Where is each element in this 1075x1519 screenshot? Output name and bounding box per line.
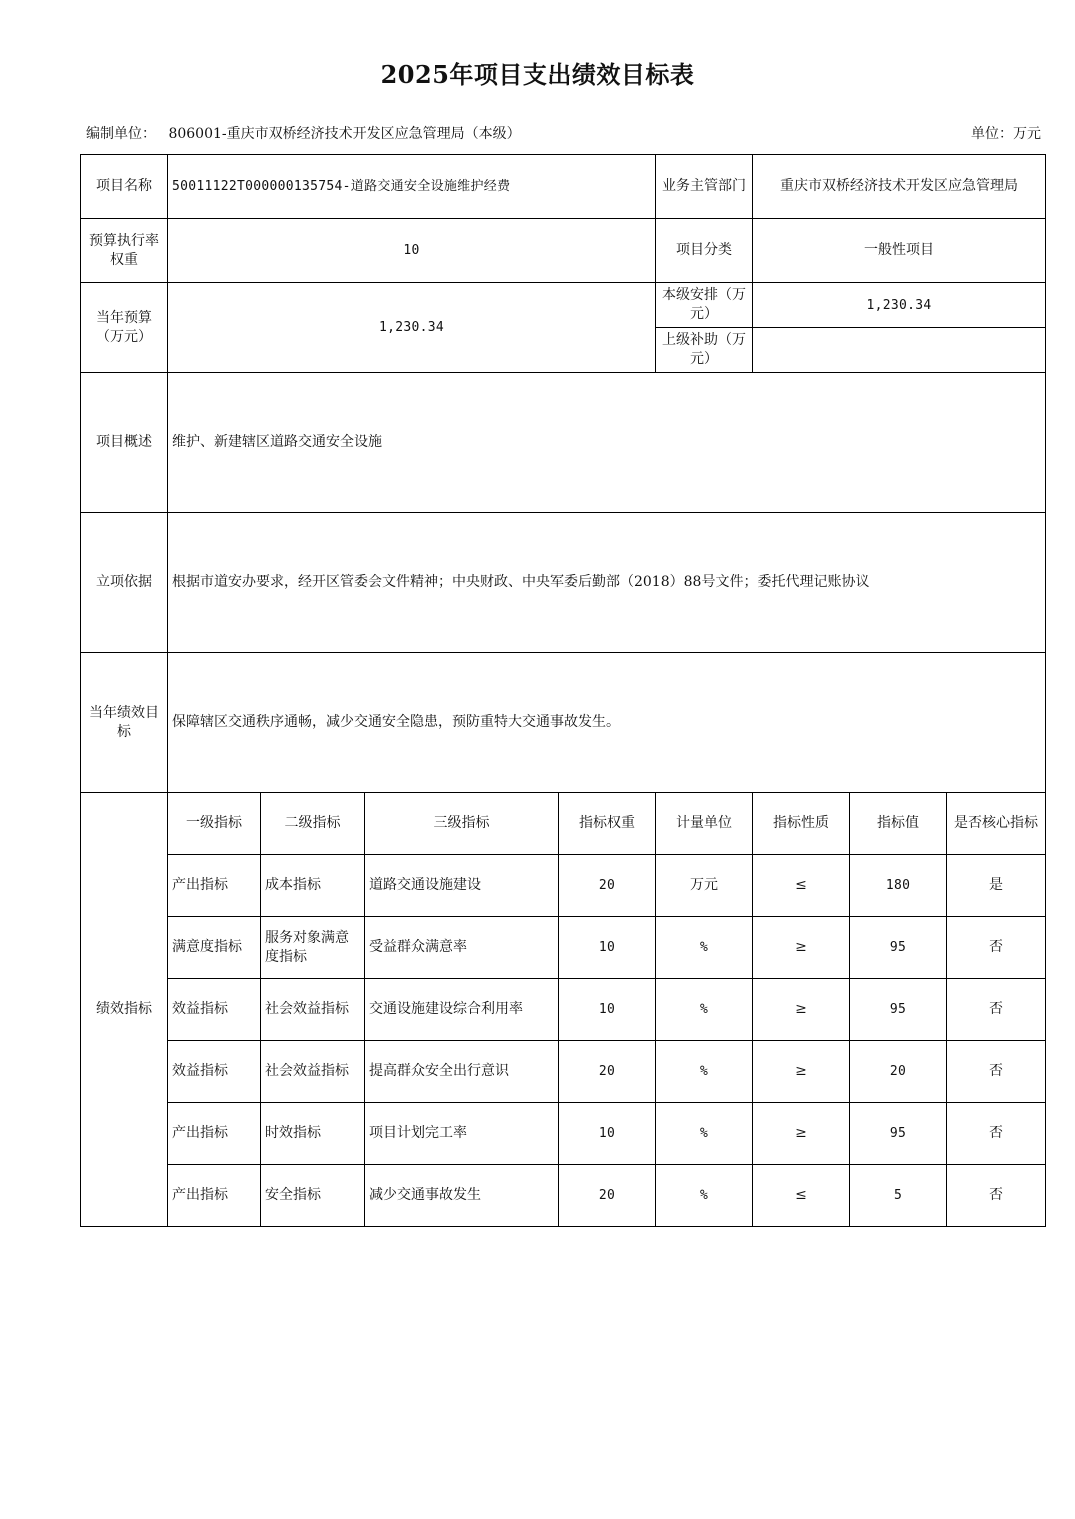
indicator-header: 三级指标 [365,793,559,855]
table-row [81,979,1046,1041]
performance-target-table [80,154,1046,1227]
is-core-indicator: 否 [947,1041,1046,1103]
level1-indicator: 产出指标 [168,855,261,917]
indicator-weight: 10 [559,1103,656,1165]
table-row [81,1165,1046,1227]
indicator-header: 指标权重 [559,793,656,855]
indicator-weight: 10 [559,979,656,1041]
indicator-value: 180 [850,855,947,917]
project-name-label: 项目名称 [81,155,168,219]
indicator-nature: ≤ [753,1165,850,1227]
annual-goal-label: 当年绩效目标 [81,653,168,793]
basis-label: 立项依据 [81,513,168,653]
indicator-header: 是否核心指标 [947,793,1046,855]
compiling-unit-label: 编制单位： [86,126,156,142]
compiling-unit [86,123,521,143]
indicator-nature: ≥ [753,1103,850,1165]
indicator-value: 20 [850,1041,947,1103]
level2-indicator: 社会效益指标 [261,979,365,1041]
level1-indicator: 效益指标 [168,1041,261,1103]
indicator-nature: ≥ [753,979,850,1041]
page-title: 2025年项目支出绩效目标表 [380,60,695,89]
table-row [81,855,1046,917]
indicator-weight: 20 [559,1165,656,1227]
local-arrangement-label: 本级安排（万元） [656,283,753,328]
level2-indicator: 时效指标 [261,1103,365,1165]
indicator-header: 一级指标 [168,793,261,855]
currency-unit: 单位：万元 [971,126,1041,142]
indicator-value: 95 [850,979,947,1041]
level2-indicator: 服务对象满意度指标 [261,917,365,979]
overview-label: 项目概述 [81,373,168,513]
budget-value: 1,230.34 [168,283,656,373]
budget-label: 当年预算（万元） [81,283,168,373]
project-name-value: 50011122T000000135754-道路交通安全设施维护经费 [168,155,656,219]
level2-indicator: 社会效益指标 [261,1041,365,1103]
local-arrangement-value: 1,230.34 [753,283,1046,328]
indicator-value: 95 [850,917,947,979]
level1-indicator: 满意度指标 [168,917,261,979]
annual-goal-value: 保障辖区交通秩序通畅，减少交通安全隐患，预防重特大交通事故发生。 [168,653,1046,793]
indicator-value: 5 [850,1165,947,1227]
level3-indicator: 减少交通事故发生 [365,1165,559,1227]
indicator-nature: ≥ [753,917,850,979]
table-row [81,1103,1046,1165]
dept-value: 重庆市双桥经济技术开发区应急管理局 [753,155,1046,219]
overview-value: 维护、新建辖区道路交通安全设施 [168,373,1046,513]
measure-unit: % [656,917,753,979]
category-value: 一般性项目 [753,219,1046,283]
is-core-indicator: 否 [947,1165,1046,1227]
indicator-nature: ≥ [753,1041,850,1103]
measure-unit: % [656,979,753,1041]
indicator-header: 指标值 [850,793,947,855]
indicator-weight: 10 [559,917,656,979]
measure-unit: 万元 [656,855,753,917]
level1-indicator: 产出指标 [168,1165,261,1227]
is-core-indicator: 是 [947,855,1046,917]
level3-indicator: 交通设施建设综合利用率 [365,979,559,1041]
upper-subsidy-value [753,328,1046,373]
indicator-nature: ≤ [753,855,850,917]
compiling-unit-value: 806001-重庆市双桥经济技术开发区应急管理局（本级） [168,126,521,142]
level3-indicator: 提高群众安全出行意识 [365,1041,559,1103]
indicator-header: 二级指标 [261,793,365,855]
level1-indicator: 产出指标 [168,1103,261,1165]
category-label: 项目分类 [656,219,753,283]
indicator-header: 计量单位 [656,793,753,855]
level2-indicator: 安全指标 [261,1165,365,1227]
upper-subsidy-label: 上级补助（万元） [656,328,753,373]
level3-indicator: 项目计划完工率 [365,1103,559,1165]
level3-indicator: 受益群众满意率 [365,917,559,979]
rate-weight-value: 10 [168,219,656,283]
table-row [81,1041,1046,1103]
table-row [81,917,1046,979]
dept-label: 业务主管部门 [656,155,753,219]
level1-indicator: 效益指标 [168,979,261,1041]
indicator-header: 指标性质 [753,793,850,855]
measure-unit: % [656,1165,753,1227]
indicator-weight: 20 [559,1041,656,1103]
is-core-indicator: 否 [947,979,1046,1041]
measure-unit: % [656,1103,753,1165]
indicator-weight: 20 [559,855,656,917]
level3-indicator: 道路交通设施建设 [365,855,559,917]
indicators-section-label: 绩效指标 [81,793,168,1227]
indicator-value: 95 [850,1103,947,1165]
rate-weight-label: 预算执行率权重 [81,219,168,283]
is-core-indicator: 否 [947,917,1046,979]
level2-indicator: 成本指标 [261,855,365,917]
is-core-indicator: 否 [947,1103,1046,1165]
measure-unit: % [656,1041,753,1103]
basis-value: 根据市道安办要求，经开区管委会文件精神；中央财政、中央军委后勤部（2018）88号文件；委托代理记账协议 [168,513,1046,653]
